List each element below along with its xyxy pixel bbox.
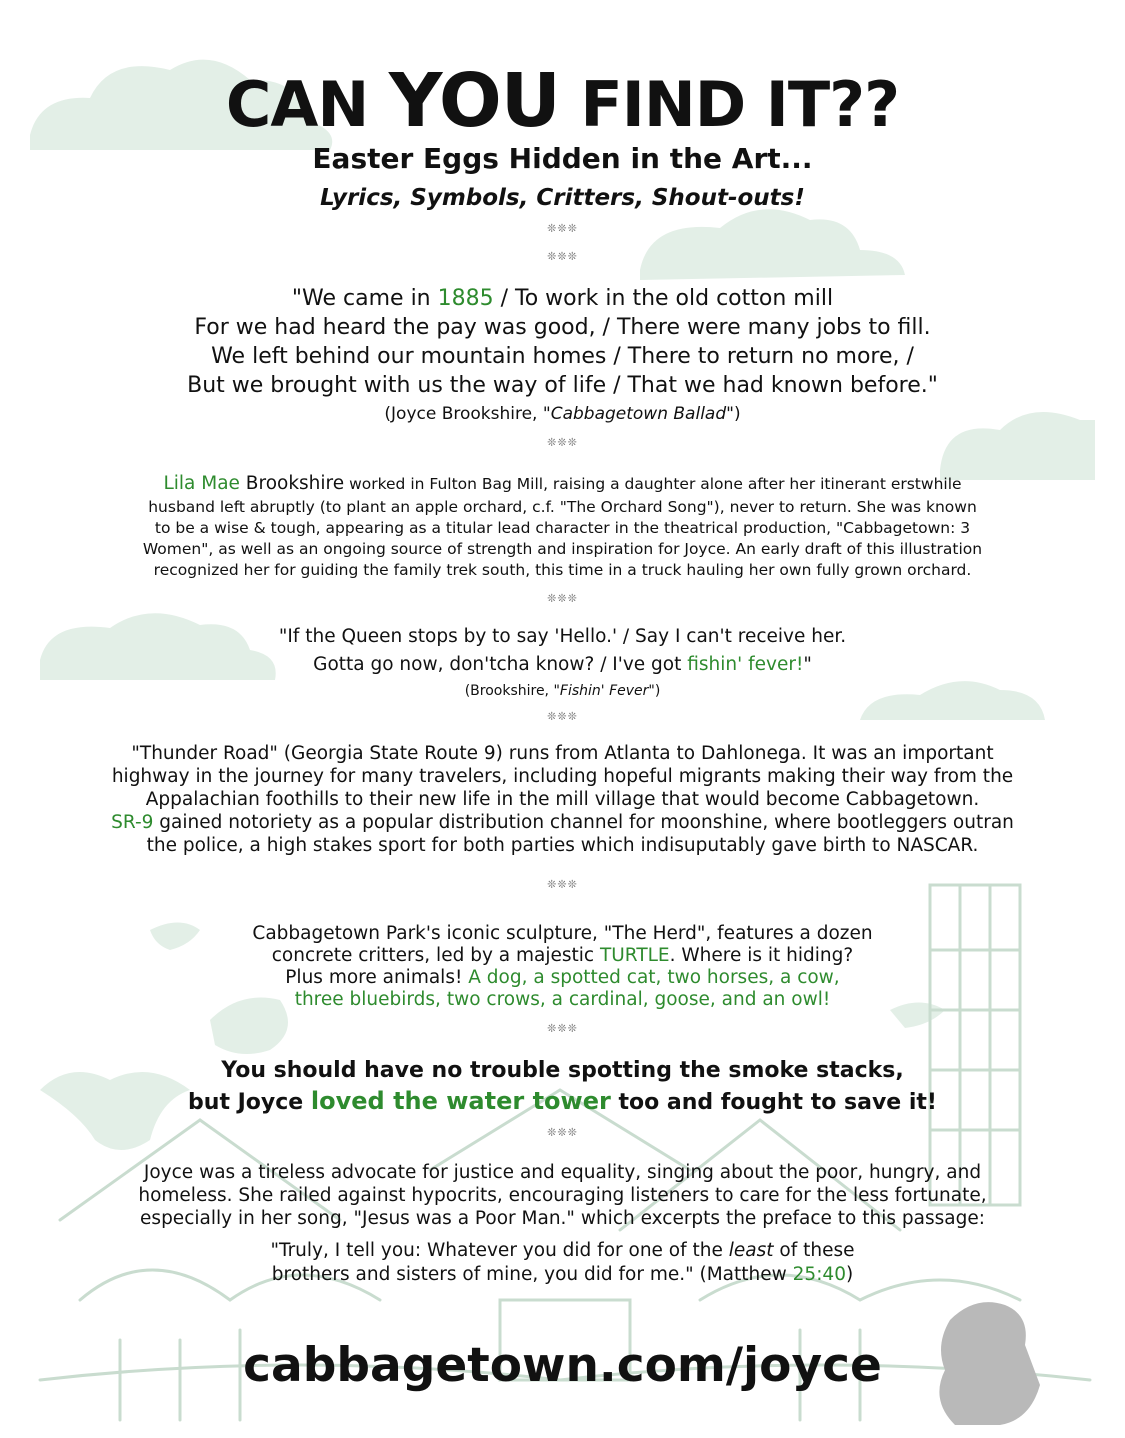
tower-line: but Joyce loved the water tower too and fought to save it! [188,1087,937,1115]
herd-line: Plus more animals! A dog, a spotted cat, two horses, a cow, [285,967,840,988]
subtitle: Easter Eggs Hidden in the Art... [312,142,813,175]
separator: ❊❊❊ [547,1126,578,1139]
lila-paragraph-line: husband left abruptly (to plant an apple orchard, c.f. "The Orchard Song"), never to return. She was known [148,498,977,516]
separator: ❊❊❊ [547,878,578,891]
thunder-line: Appalachian foothills to their new life in the mill village that would become Cabbagetown. [145,789,980,810]
fishin-line: "If the Queen stops by to say 'Hello.' / Say I can't receive her. [278,626,847,647]
turtle-highlight: TURTLE [599,945,670,966]
ballad-line: For we had heard the pay was good, / There were many jobs to fill. [194,315,931,340]
title-you: YOU [388,58,560,144]
scripture-line: brothers and sisters of mine, you did for me." (Matthew 25:40) [271,1264,854,1285]
herd-line: Cabbagetown Park's iconic sculpture, "The Herd", features a dozen [252,923,873,944]
ballad-citation: (Joyce Brookshire, "Cabbagetown Ballad") [384,404,741,424]
ballad-line: We left behind our mountain homes / There to return no more, / [211,344,914,369]
thunder-line: SR-9 gained notoriety as a popular distribution channel for moonshine, where bootleggers outran [111,812,1014,833]
jesus-line: homeless. She railed against hypocrits, encouraging listeners to care for the less fortunate, [138,1185,987,1206]
verse-highlight: 25:40 [792,1264,846,1285]
tower-line: You should have no trouble spotting the smoke stacks, [221,1058,904,1083]
separator: ❊❊❊ [547,436,578,449]
lila-paragraph-line: recognized her for guiding the family trek south, this time in a truck hauling her own fully grown orchard. [153,561,972,579]
herd-line: concrete critters, led by a majestic TURTLE. Where is it hiding? [271,945,854,966]
separator: ❊❊❊ [547,250,578,263]
animals-highlight: A dog, a spotted cat, two horses, a cow, [468,967,840,988]
scripture-line: "Truly, I tell you: Whatever you did for one of the least of these [270,1240,855,1261]
jesus-line: especially in her song, "Jesus was a Poor Man." which excerpts the preface to this passage: [140,1208,985,1229]
thunder-line: the police, a high stakes sport for both parties which indisuputably gave birth to NASCAR. [146,835,979,856]
lila-paragraph-line: to be a wise & tough, appearing as a titular lead character in the theatrical production, "Cabbagetown: 3 [154,519,971,537]
herd-line: three bluebirds, two crows, a cardinal, goose, and an owl! [294,989,831,1010]
tagline: Lyrics, Symbols, Critters, Shout-outs! [320,185,805,211]
thunder-line: highway in the journey for many travelers, including hopeful migrants making their way from the [111,766,1014,787]
separator: ❊❊❊ [547,222,578,235]
fishin-line: Gotta go now, don'tcha know? / I've got fishin' fever!" [313,654,812,675]
water-tower-highlight: loved the water tower [310,1087,611,1115]
ballad-line: But we brought with us the way of life / That we had known before." [187,373,938,398]
lila-name: Lila Mae [163,473,240,494]
fishin-highlight: fishin' fever! [687,654,804,675]
separator: ❊❊❊ [547,1022,578,1035]
jesus-line: Joyce was a tireless advocate for justice and equality, singing about the poor, hungry, and [143,1162,982,1183]
separator: ❊❊❊ [547,710,578,723]
page-title: CAN YOU FIND IT?? [225,58,900,144]
ballad-line: "We came in 1885 / To work in the old cotton mill [291,286,834,311]
website-url[interactable]: cabbagetown.com/joyce [243,1338,882,1393]
fishin-citation: (Brookshire, "Fishin' Fever") [464,683,661,699]
year-highlight: 1885 [437,286,494,311]
thunder-line: "Thunder Road" (Georgia State Route 9) runs from Atlanta to Dahlonega. It was an important [131,743,994,764]
lila-paragraph-line: Women", as well as an ongoing source of strength and inspiration for Joyce. An early draft of this illustration [142,540,983,558]
sr9-highlight: SR-9 [111,812,154,833]
separator: ❊❊❊ [547,592,578,605]
lila-paragraph-line: Lila Mae Brookshire worked in Fulton Bag Mill, raising a daughter alone after her itinerant erstwhile [163,473,962,494]
